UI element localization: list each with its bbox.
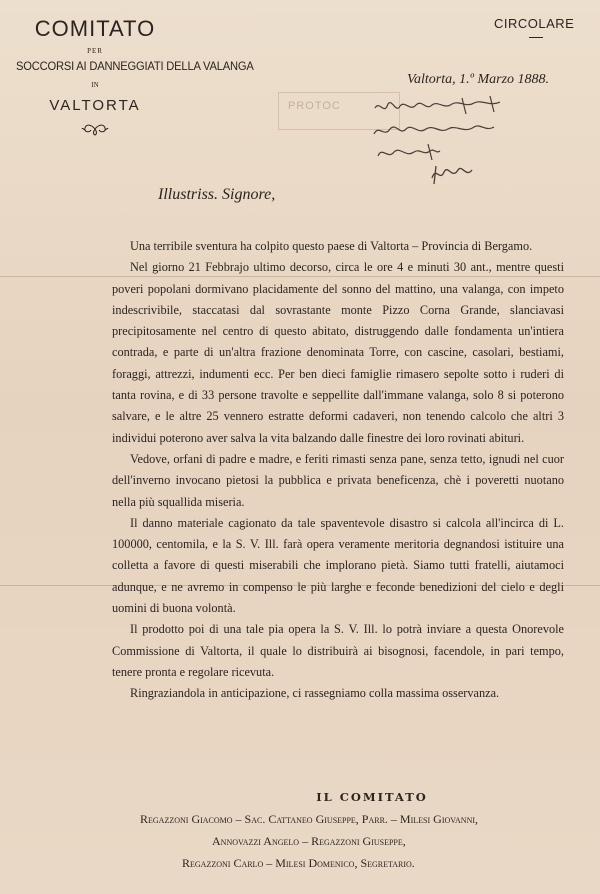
letter-body	[112, 236, 564, 705]
letterhead-title: COMITATO	[34, 16, 156, 41]
signature-line: Regazzoni Carlo – Milesi Domenico, Segretario.	[182, 856, 415, 870]
letterhead	[10, 14, 254, 141]
paragraph: Nel giorno 21 Febbrajo ultimo decorso, circa le ore 4 e minuti 30 ant., mentre questi poveri popolani dormivano placidamente del sonno del mattino, una valanga, con impeto indescrivibile, staccatasi dal sovrastante monte Pizzo Corna Grande, slanciavasi precipitosamente nel centro di questo abitato, distruggendo dalle fondamenta un'intiera contrada, e parte di un'altra frazione denominata Torre, con cascine, casolari, bestiami, foraggi, attrezzi, indumenti ecc. Per ben dieci famiglie rimasero sepolte sotto i ruderi di tanta rovina, e di 33 persone travolte e seppellite dall'immane valanga, solo 8 si poterono salvare, e le altre 25 vennero estratte deformi cadaveri, non tenendo calcolo che altri 3 individui poterono aver salva la vita balzando dalle finestre dei loro rovinati abituri.	[112, 260, 564, 445]
faded-stamp-text: PROTOC	[288, 100, 341, 112]
letterhead-in: IN	[91, 81, 99, 89]
signature-heading: IL COMITATO	[316, 790, 428, 804]
signature-block	[140, 786, 580, 874]
circular-label: CIRCOLARE	[494, 16, 575, 31]
letterhead-place: VALTORTA	[49, 97, 141, 114]
paragraph: Vedove, orfani di padre e madre, e feriti rimasti senza pane, senza tetto, ignudi nel cuor dell'inverno invocano pietosi la pubblica e privata beneficenza, chè i poveretti nuotano nella più squallida miseria.	[112, 451, 564, 509]
paragraph: Il prodotto poi di una tale pia opera la S. V. Ill. lo potrà inviare a questa Onorevole Commissione di Valtorta, il quale lo distribuirà ai bisognosi, facendole, in pari tempo, tenere pronta e regolare ricevuta.	[112, 622, 564, 679]
divider	[529, 37, 543, 38]
paragraph: Il danno materiale cagionato da tale spaventevole disastro si calcola all'incirca di L. 100000, centomila, e la S. V. Ill. farà opera veramente meritoria degnandosi istituire una colletta a favore di questi miserabili che implorano pietà. Siamo tutti fratelli, aiutamoci adunque, e ne avremo in compenso le più larghe e feconde benedizioni del cielo e degli uomini di buona volontà.	[112, 515, 564, 616]
salutation: Illustriss. Signore,	[158, 186, 276, 203]
letterhead-per: PER	[87, 47, 103, 55]
handwritten-annotation	[370, 96, 530, 186]
paragraph: Una terribile sventura ha colpito questo paese di Valtorta – Provincia di Bergamo.	[130, 239, 533, 253]
dateline: Valtorta, 1.º Marzo 1888.	[407, 72, 550, 87]
signature-line: Regazzoni Giacomo – Sac. Cattaneo Giuseppe, Parr. – Milesi Giovanni,	[140, 812, 479, 826]
letterhead-subtitle: SOCCORSI AI DANNEGGIATI DELLA VALANGA	[15, 59, 254, 73]
ornament-icon	[10, 122, 180, 141]
paragraph: Ringraziandola in anticipazione, ci rassegniamo colla massima osservanza.	[130, 686, 500, 701]
signature-line: Annovazzi Angelo – Regazzoni Giuseppe,	[212, 834, 406, 848]
